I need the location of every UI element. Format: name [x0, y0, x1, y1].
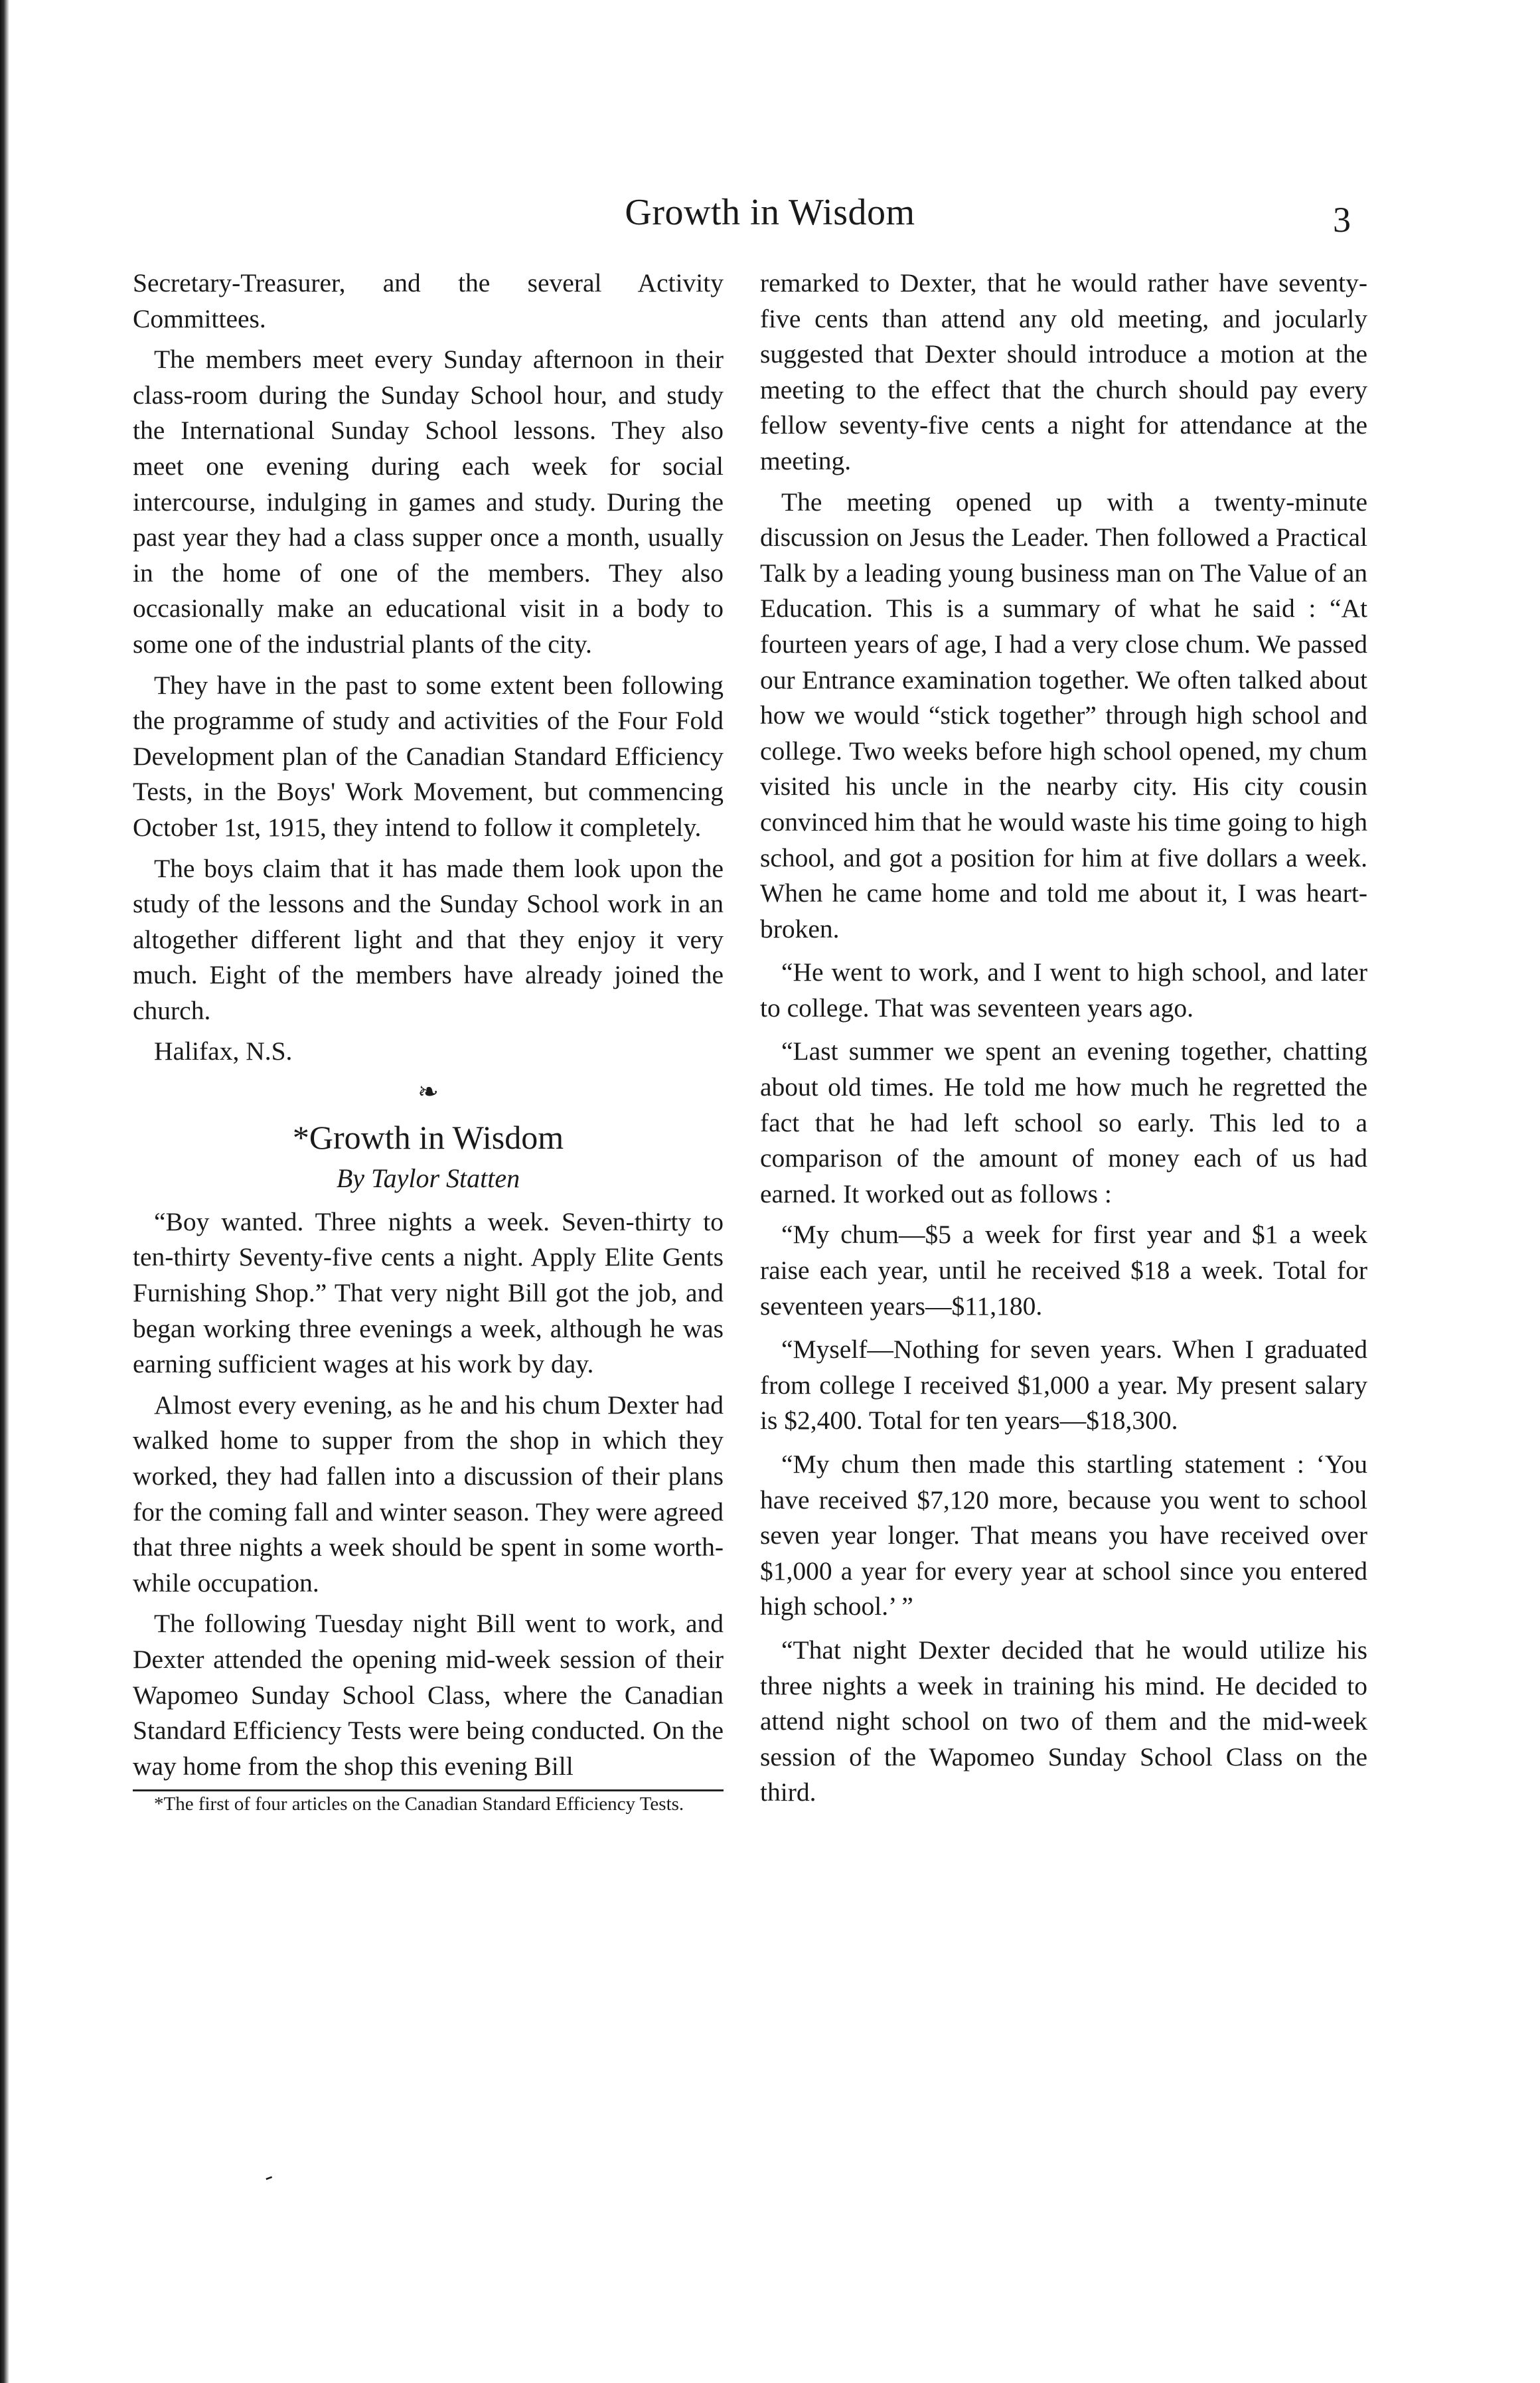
paragraph: The following Tuesday night Bill went to work, and Dexter attended the opening mid-week session of their Wapomeo Sunday School Class, where the Canadian Standard Efficiency Tests were being conducted. On the way home from the shop this evening Bill	[133, 1609, 724, 1781]
footnote: *The first of four articles on the Canadian Standard Efficiency Tests.	[154, 1793, 684, 1815]
paragraph: The members meet every Sunday afternoon in their class-room during the Sunday School hour, and study the International Sunday School lessons. They also meet one evening during each week for social intercourse, indulging in games and study. During the past year they had a class supper once a month, usually in the home of one of the members. They also occasionally make an educational visit in a body to some one of the industrial plants of the city.	[133, 345, 724, 659]
running-head: Growth in Wisdom	[625, 192, 915, 233]
article-title: *Growth in Wisdom	[292, 1118, 564, 1156]
paragraph: “My chum then made this startling statement : ‘You have received $7,120 more, because you went to school seven year longer. That means you have received over $1,000 a year for every year at school since you entered high school.’ ”	[760, 1449, 1367, 1621]
paragraph: The meeting opened up with a twenty-minute discussion on Jesus the Leader. Then followed a Practical Talk by a leading young business man on The Value of an Education. This is a summary of what he said : “At fourteen years of age, I had a very close chum. We passed our Entrance examination together. We often talked about how we would “stick together” through high school and college. Two weeks before high school opened, my chum visited his uncle in the nearby city. His city cousin convinced him that he would waste his time going to high school, and got a position for him at five dollars a week. When he came home and told me about it, I was heart-broken.	[760, 487, 1367, 944]
footnote-rule	[133, 1789, 724, 1791]
paragraph: Almost every evening, as he and his chum Dexter had walked home to supper from the shop in which they worked, they had fallen into a discussion of their plans for the coming fall and winter season. They were agreed that three nights a week should be spent in some worth-while occupation.	[133, 1390, 724, 1598]
paragraph: They have in the past to some extent been following the programme of study and activities of the Four Fold Development plan of the Canadian Standard Efficiency Tests, in the Boys' Work Movement, but commencing October 1st, 1915, they intend to follow it completely.	[133, 670, 724, 842]
paragraph: “He went to work, and I went to high school, and later to college. That was seventeen years ago.	[760, 957, 1367, 1023]
paragraph: Secretary-Treasurer, and the several Activity Committees.	[133, 268, 724, 333]
stray-ink-mark: -	[260, 2162, 277, 2190]
page-number: 3	[1333, 200, 1351, 240]
left-column	[133, 266, 724, 1819]
paragraph: remarked to Dexter, that he would rather have seventy-five cents than attend any old meeting, and jocularly suggested that Dexter should introduce a motion at the meeting to the effect that the church should pay every fellow seventy-five cents a night for attendance at the meeting.	[760, 268, 1367, 475]
place-line: Halifax, N.S.	[154, 1036, 293, 1066]
right-column	[760, 266, 1367, 1816]
binding-edge	[0, 0, 9, 2383]
paragraph: “Boy wanted. Three nights a week. Seven-thirty to ten-thirty Seventy-five cents a night. Apply Elite Gents Furnishing Shop.” That very night Bill got the job, and began working three evenings a week, although he was earning sufficient wages at his work by day.	[133, 1206, 724, 1379]
paragraph: “Last summer we spent an evening together, chatting about old times. He told me how much he regretted the fact that he had left school so early. This led to a comparison of the amount of money each of us had earned. It worked out as follows :	[760, 1036, 1367, 1208]
paragraph: “My chum—$5 a week for first year and $1 a week raise each year, until he received $18 a week. Total for seventeen years—$11,180.	[760, 1220, 1367, 1321]
paragraph: “That night Dexter decided that he would utilize his three nights a week in training his mind. He decided to attend night school on two of them and the mid-week session of the Wapomeo Sunday School Class on the third.	[760, 1635, 1367, 1807]
paragraph: “Myself—Nothing for seven years. When I graduated from college I received $1,000 a year. My present salary is $2,400. Total for ten years—$18,300.	[760, 1335, 1367, 1436]
byline: By Taylor Statten	[336, 1163, 520, 1194]
paragraph: The boys claim that it has made them look upon the study of the lessons and the Sunday School work in an altogether different light and that they enjoy it very much. Eight of the members have already joined the church.	[133, 853, 724, 1025]
ornament-icon: ❧	[418, 1078, 439, 1107]
